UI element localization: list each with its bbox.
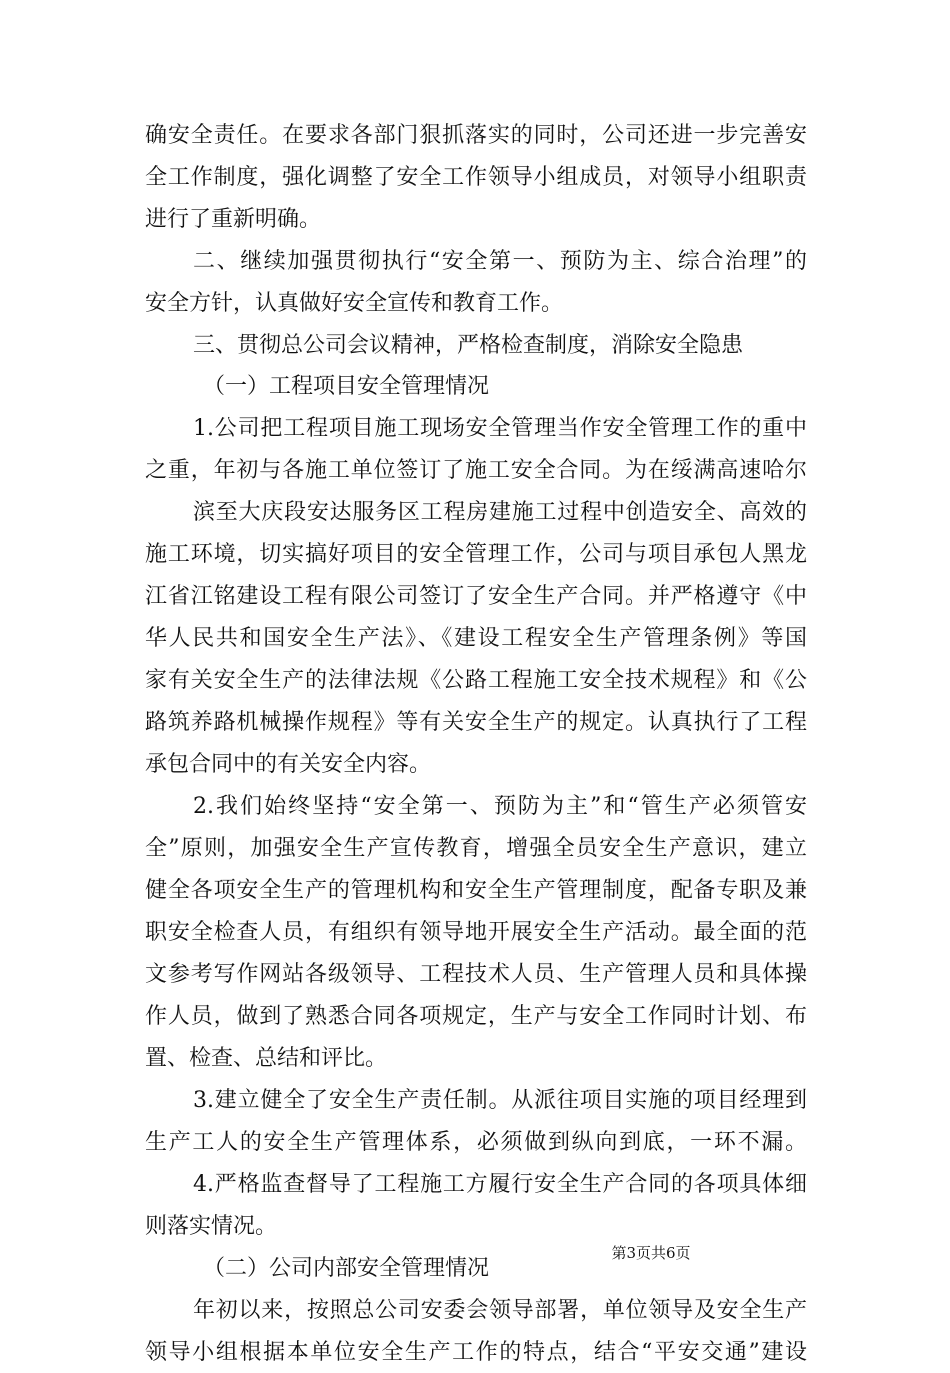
text-line: 文参考写作网站各级领导、工程技术人员、生产管理人员和具体操 — [145, 962, 807, 987]
text-line: 作人员，做到了熟悉合同各项规定，生产与安全工作同时计划、布 — [145, 1004, 807, 1029]
text-line: 路筑养路机械操作规程》等有关安全生产的规定。认真执行了工程 — [145, 710, 807, 735]
text-line: 健全各项安全生产的管理机构和安全生产管理制度，配备专职及兼 — [145, 878, 807, 903]
text-line: 江省江铭建设工程有限公司签订了安全生产合同。并严格遵守《中 — [145, 584, 807, 609]
text-line: 3.建立健全了安全生产责任制。从派往项目实施的项目经理到 — [193, 1088, 807, 1113]
section-heading: 三、贯彻总公司会议精神，严格检查制度，消除安全隐患 — [193, 333, 744, 358]
text-line: 年初以来，按照总公司安委会领导部署，单位领导及安全生产 — [193, 1298, 807, 1323]
text-line: 4.严格监查督导了工程施工方履行安全生产合同的各项具体细 — [193, 1172, 807, 1197]
page-footer — [0, 1243, 950, 1263]
text-line: 全工作制度，强化调整了安全工作领导小组成员，对领导小组职责 — [145, 165, 807, 190]
text-line: 华人民共和国安全生产法》、《建设工程安全生产管理条例》等国 — [145, 626, 807, 651]
text-line: 全”原则，加强安全生产宣传教育，增强全员安全生产意识，建立 — [145, 836, 807, 861]
text-line: 安全方针，认真做好安全宣传和教育工作。 — [145, 291, 564, 316]
text-line: 生产工人的安全生产管理体系，必须做到纵向到底，一环不漏。 — [145, 1130, 807, 1155]
text-line: 进行了重新明确。 — [145, 207, 322, 232]
text-line: 职安全检查人员，有组织有领导地开展安全生产活动。最全面的范 — [145, 920, 807, 945]
text-line: 领导小组根据本单位安全生产工作的特点，结合“平安交通”建设 — [145, 1340, 807, 1365]
subsection-heading: （二）公司内部安全管理情况 — [203, 1256, 490, 1281]
text-line: 1.公司把工程项目施工现场安全管理当作安全管理工作的重中 — [193, 416, 807, 441]
text-line: 二、继续加强贯彻执行“安全第一、预防为主、综合治理”的 — [193, 249, 807, 274]
text-line: 滨至大庆段安达服务区工程房建施工过程中创造安全、高效的 — [193, 500, 807, 525]
text-line: 置、检查、总结和评比。 — [145, 1046, 388, 1071]
page-number: 第3页共6页 — [611, 1244, 691, 1262]
text-line: 之重，年初与各施工单位签订了施工安全合同。为在绥满高速哈尔 — [145, 458, 807, 483]
subsection-heading: （一）工程项目安全管理情况 — [203, 374, 490, 399]
text-line: 施工环境，切实搞好项目的安全管理工作，公司与项目承包人黑龙 — [145, 542, 807, 567]
text-line: 2.我们始终坚持“安全第一、预防为主”和“管生产必须管安 — [193, 794, 807, 819]
text-line: 家有关安全生产的法律法规《公路工程施工安全技术规程》和《公 — [145, 668, 807, 693]
text-line: 承包合同中的有关安全内容。 — [145, 752, 432, 777]
text-line: 确安全责任。在要求各部门狠抓落实的同时，公司还进一步完善安 — [145, 123, 807, 148]
text-line: 则落实情况。 — [145, 1214, 278, 1239]
